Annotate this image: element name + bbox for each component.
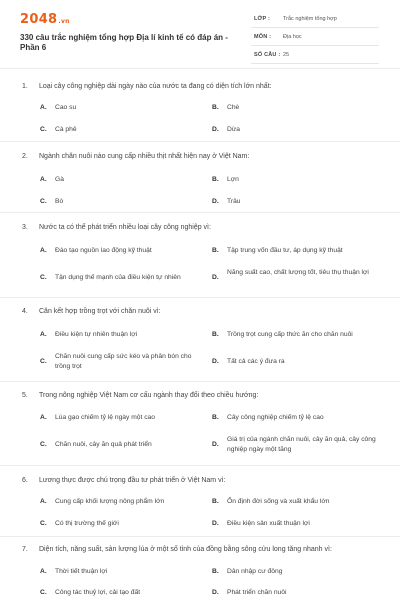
- option-key: A.: [40, 176, 47, 183]
- meta-value[interactable]: Trắc nghiệm tổng hợp: [283, 16, 337, 22]
- question-divider: [0, 141, 400, 142]
- question-divider: [0, 381, 400, 382]
- question-stem: [22, 152, 249, 161]
- option-key: C.: [40, 441, 47, 448]
- question-divider: [0, 212, 400, 213]
- meta-panel: [251, 12, 379, 66]
- meta-value: 25: [283, 52, 290, 58]
- question-divider: [0, 297, 400, 298]
- option-key: C.: [40, 126, 47, 133]
- question-number: 3.: [22, 224, 28, 231]
- option-key: D.: [212, 441, 219, 448]
- question-stem: [22, 476, 225, 485]
- option-text: Chăn nuôi, cây ăn quả phát triển: [55, 441, 152, 448]
- option-text: Cung cấp khối lượng nông phẩm lớn: [55, 498, 165, 505]
- site-logo[interactable]: [20, 12, 70, 27]
- option-key: B.: [212, 331, 219, 338]
- option-key: D.: [212, 520, 219, 527]
- header-divider: [0, 68, 400, 69]
- option-text: Cây công nghiệp chiếm tỷ lệ cao: [227, 414, 324, 421]
- option-text: Phát triển chăn nuôi: [227, 589, 287, 596]
- option-key: C.: [40, 198, 47, 205]
- option-text: Dân nhập cư đông: [227, 568, 283, 575]
- question-stem: [22, 82, 272, 91]
- question-divider: [0, 536, 400, 537]
- option-text: Dừa: [227, 126, 241, 133]
- option-key: B.: [212, 176, 219, 183]
- option-text: Tận dụng thế mạnh của điều kiện tự nhiên: [55, 274, 181, 281]
- question-text: Căn kết hợp trồng trọt với chăn nuôi vì:: [39, 308, 161, 315]
- option-key: A.: [40, 498, 47, 505]
- option-text: Ổn định đời sống và xuất khẩu lớn: [227, 498, 330, 505]
- question-stem: [22, 223, 211, 232]
- option-text: Điều kiện tự nhiên thuận lợi: [55, 331, 138, 338]
- option-key: D.: [212, 198, 219, 205]
- option-text: Trâu: [227, 198, 241, 205]
- option-key: B.: [212, 104, 219, 111]
- page-header: [0, 0, 400, 66]
- logo-sub: .vn: [58, 18, 70, 25]
- option-key: B.: [212, 247, 219, 254]
- option-key: C.: [40, 274, 47, 281]
- option-text: Cà phê: [55, 126, 77, 133]
- meta-row-count: [251, 48, 379, 64]
- option-key: A.: [40, 247, 47, 254]
- page-title: 330 câu trắc nghiệm tổng hợp Địa lí kinh tế có đáp án - Phần 6: [20, 33, 228, 52]
- option-key: D.: [212, 274, 219, 281]
- meta-key: MÔN :: [254, 34, 272, 40]
- option-key: A.: [40, 568, 47, 575]
- option-key: D.: [212, 126, 219, 133]
- option-key: A.: [40, 104, 47, 111]
- question-number: 5.: [22, 392, 28, 399]
- option-text: Đào tạo nguồn lao động kỹ thuật: [55, 247, 152, 254]
- option-text: Cao su: [55, 104, 77, 111]
- option-text: Trồng trọt cung cấp thức ăn cho chăn nuôi: [227, 331, 353, 338]
- option-text: Bò: [55, 198, 64, 205]
- question-text: Nước ta có thể phát triển nhiều loại cây công nghiệp vì:: [39, 224, 211, 231]
- option-key: C.: [40, 358, 47, 365]
- option-text: Năng suất cao, chất lượng tốt, tiêu thụ thuận lợi: [227, 269, 369, 276]
- option-text: Tất cả các ý đưa ra: [227, 358, 285, 365]
- option-text: Công tác thuỷ lợi, cải tạo đất: [55, 589, 141, 596]
- question-number: 7.: [22, 546, 28, 553]
- question-text: Lương thực được chú trọng đầu tư phát triển ở Việt Nam vì:: [39, 477, 226, 484]
- question-number: 2.: [22, 153, 28, 160]
- option-key: B.: [212, 568, 219, 575]
- meta-value[interactable]: Địa học: [283, 34, 302, 40]
- option-key: A.: [40, 331, 47, 338]
- question-number: 1.: [22, 83, 28, 90]
- option-key: B.: [212, 498, 219, 505]
- meta-row-class: [251, 12, 379, 28]
- question-stem: [22, 307, 161, 316]
- meta-key: SỐ CÂU :: [254, 52, 281, 58]
- option-key: D.: [212, 358, 219, 365]
- question-number: 4.: [22, 308, 28, 315]
- option-text: Thời tiết thuận lợi: [55, 568, 108, 575]
- meta-row-subject: [251, 30, 379, 46]
- question-number: 6.: [22, 477, 28, 484]
- option-text: Chăn nuôi cung cấp sức kéo và phân bón cho trồng trọt: [55, 353, 192, 370]
- logo-main: 2048: [20, 12, 58, 27]
- option-text: Gà: [55, 176, 64, 183]
- question-stem: [22, 391, 258, 400]
- meta-key: LỚP :: [254, 16, 270, 22]
- question-divider: [0, 465, 400, 466]
- option-key: B.: [212, 414, 219, 421]
- option-key: A.: [40, 414, 47, 421]
- option-text: Điều kiện sản xuất thuận lợi: [227, 520, 310, 527]
- question-text: Diện tích, năng suất, sản lượng lúa ở một số tỉnh của đồng bằng sông cửu long tăng nhanh vì:: [39, 546, 332, 553]
- question-text: Ngành chăn nuôi nào cung cấp nhiều thịt nhất hiện nay ở Việt Nam:: [39, 153, 250, 160]
- option-key: C.: [40, 520, 47, 527]
- option-text: Có thị trường thế giới: [55, 520, 119, 527]
- option-text: Lúa gạo chiếm tỷ lệ ngày một cao: [55, 414, 155, 421]
- question-text: Trong nông nghiệp Việt Nam cơ cấu ngành thay đổi theo chiều hướng:: [39, 392, 259, 399]
- option-text: Chè: [227, 104, 240, 111]
- option-text: Tập trung vốn đầu tư, áp dụng kỹ thuật: [227, 247, 343, 254]
- question-text: Loại cây công nghiệp dài ngày nào của nước ta đang có diện tích lớn nhất:: [39, 83, 272, 90]
- question-stem: [22, 545, 332, 554]
- option-key: C.: [40, 589, 47, 596]
- option-key: D.: [212, 589, 219, 596]
- option-text: Giá trị của ngành chăn nuôi, cây ăn quả, cây công nghiệp ngày một tăng: [227, 436, 376, 453]
- option-text: Lợn: [227, 176, 239, 183]
